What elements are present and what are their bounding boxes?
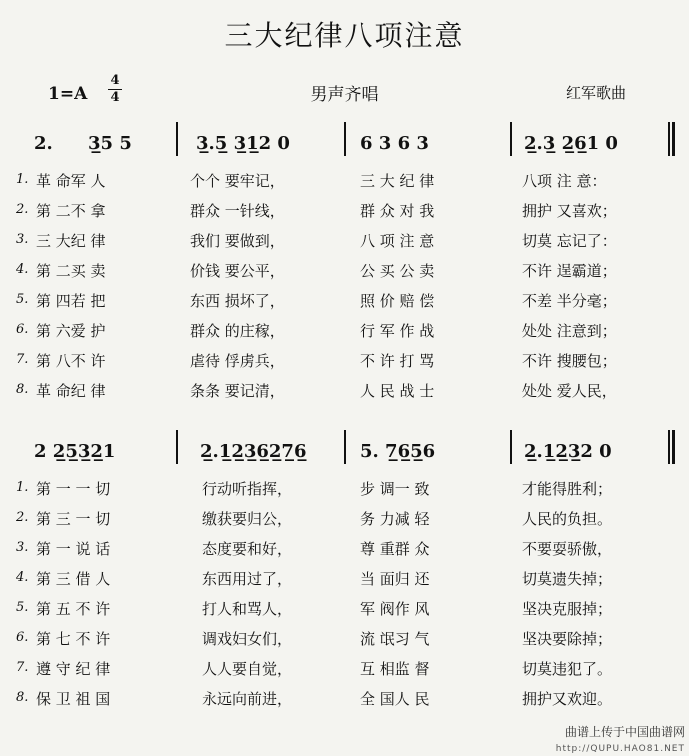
s2-measure-1: 2̲.1̲2̲3̲6̲2̲7̲6̲ (200, 441, 307, 462)
meter-bottom: 4 (110, 90, 120, 105)
lyric-text: 行 军 作 战 (360, 322, 435, 340)
lyric-text: 尊 重群 众 (360, 540, 430, 558)
lyric-text: 革 命纪 律 (36, 382, 106, 400)
s1-measure-3: 6 3 6 3 (360, 133, 429, 154)
lyric-text: 第 四若 把 (36, 292, 106, 310)
source-note: 红军歌曲 (566, 84, 627, 102)
barline (672, 430, 675, 464)
lyric-text: 态度要和好， (202, 540, 293, 558)
verse-number: 4. (16, 570, 29, 585)
lyric-text: 三 大纪 律 (36, 232, 106, 250)
performance-note: 男声齐唱 (310, 85, 379, 105)
lyric-text: 第 一 一 切 (36, 480, 111, 498)
lyric-text: 八项 注 意： (522, 172, 607, 190)
verse-number: 7. (16, 660, 29, 675)
lyric-text: 东西 损坏了， (190, 292, 285, 310)
lyric-text: 我们 要做到， (190, 232, 285, 250)
lyric-text: 群众 一针线， (190, 202, 285, 220)
lyric-text: 第 五 不 许 (36, 600, 111, 618)
lyric-text: 永远向前进， (202, 690, 293, 708)
s1-measure-4: 2̲.3̲ 2̲6̲1 0 (524, 133, 618, 154)
verse-number: 7. (16, 352, 29, 367)
key-signature: 1=A (48, 84, 88, 104)
lyric-text: 切莫遗失掉； (522, 570, 613, 588)
lyric-text: 人民的负担。 (522, 510, 613, 528)
lyric-text: 第 八不 许 (36, 352, 106, 370)
lyric-text: 处处 爱人民， (522, 382, 617, 400)
lyric-text: 八 项 注 意 (360, 232, 435, 250)
verse-number: 1. (16, 172, 29, 187)
verse-number: 3. (16, 232, 29, 247)
lyric-text: 流 氓习 气 (360, 630, 430, 648)
lyric-text: 第 二不 拿 (36, 202, 106, 220)
verse-number: 8. (16, 690, 29, 705)
lyric-text: 坚决要除掉； (522, 630, 613, 648)
lyric-text: 步 调一 致 (360, 480, 430, 498)
lyric-text: 坚决克服掉； (522, 600, 613, 618)
lyric-text: 第 六爱 护 (36, 322, 106, 340)
verse-number: 3. (16, 540, 29, 555)
lyric-text: 不 许 打 骂 (360, 352, 435, 370)
lyric-text: 不许 搜腰包； (522, 352, 617, 370)
lyric-text: 三 大 纪 律 (360, 172, 435, 190)
lyric-text: 军 阀作 风 (360, 600, 430, 618)
lyric-text: 拥护又欢迎。 (522, 690, 613, 708)
lyric-text: 处处 注意到； (522, 322, 617, 340)
lyric-text: 行动听指挥， (202, 480, 293, 498)
lyric-text: 拥护 又喜欢； (522, 202, 617, 220)
barline (668, 122, 670, 156)
lyric-text: 不许 逞霸道； (522, 262, 617, 280)
lyric-text: 公 买 公 卖 (360, 262, 435, 280)
s1-measure-0: 2. (34, 133, 53, 154)
lyric-text: 人 民 战 士 (360, 382, 435, 400)
footer-site: 曲谱上传于中国曲谱网 (564, 725, 685, 739)
lyric-text: 价钱 要公平， (190, 262, 285, 280)
song-title: 三大纪律八项注意 (224, 19, 465, 52)
s2-measure-2: 5. 7̲6̲5̲6 (360, 441, 436, 462)
lyric-text: 互 相监 督 (360, 660, 430, 678)
lyric-text: 才能得胜利； (522, 480, 613, 498)
lyric-text: 照 价 赔 偿 (360, 292, 435, 310)
s1-measure-1: 3̲5 5 (88, 133, 132, 154)
lyric-text: 打人和骂人， (202, 600, 293, 618)
verse-number: 2. (16, 510, 29, 525)
barline (510, 430, 512, 464)
lyric-text: 缴获要归公， (202, 510, 293, 528)
lyric-text: 全 国人 民 (360, 690, 430, 708)
barline (510, 122, 512, 156)
lyric-text: 当 面归 还 (360, 570, 430, 588)
lyric-text: 人人要自觉， (202, 660, 293, 678)
barline (344, 122, 346, 156)
lyric-text: 第 七 不 许 (36, 630, 111, 648)
verse-number: 4. (16, 262, 29, 277)
lyric-text: 保 卫 祖 国 (36, 690, 111, 708)
lyric-text: 第 三 一 切 (36, 510, 111, 528)
lyric-text: 不要耍骄傲， (522, 540, 613, 558)
lyric-text: 个个 要牢记， (190, 172, 285, 190)
lyric-text: 遵 守 纪 律 (36, 660, 111, 678)
lyric-text: 革 命军 人 (36, 172, 106, 190)
lyric-text: 虐待 俘虏兵， (190, 352, 285, 370)
lyric-text: 务 力减 轻 (360, 510, 430, 528)
lyric-text: 东西用过了， (202, 570, 293, 588)
verse-number: 6. (16, 630, 29, 645)
lyric-text: 切莫 忘记了： (522, 232, 617, 250)
lyric-text: 群 众 对 我 (360, 202, 435, 220)
lyric-text: 第 三 借 人 (36, 570, 111, 588)
verse-number: 5. (16, 600, 29, 615)
lyric-text: 条条 要记清， (190, 382, 285, 400)
verse-number: 2. (16, 202, 29, 217)
lyric-text: 调戏妇女们， (202, 630, 293, 648)
barline (344, 430, 346, 464)
lyric-text: 第 二买 卖 (36, 262, 106, 280)
s2-measure-0: 2 2̲5̲3̲2̲1 (34, 441, 116, 462)
lyric-text: 群众 的庄稼， (190, 322, 285, 340)
verse-number: 5. (16, 292, 29, 307)
lyric-text: 第 一 说 话 (36, 540, 111, 558)
verse-number: 8. (16, 382, 29, 397)
s2-measure-3: 2̲.1̲2̲3̲2 0 (524, 441, 612, 462)
meter-top: 4 (110, 73, 120, 88)
verse-number: 6. (16, 322, 29, 337)
lyric-text: 不差 半分毫； (522, 292, 617, 310)
footer-url: http://QUPU.HAO81.NET (555, 744, 685, 754)
barline (668, 430, 670, 464)
verse-number: 1. (16, 480, 29, 495)
barline (176, 122, 178, 156)
barline (672, 122, 675, 156)
lyric-text: 切莫违犯了。 (522, 660, 613, 678)
barline (176, 430, 178, 464)
s1-measure-2: 3̲.5̲ 3̲1̲2 0 (196, 133, 290, 154)
